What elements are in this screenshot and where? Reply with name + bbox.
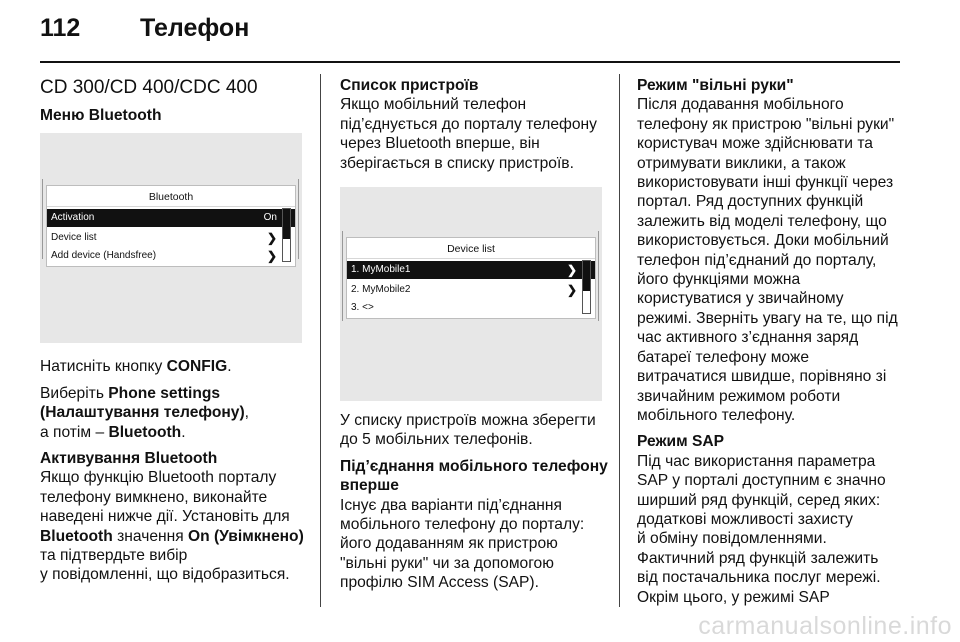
text: мобільного телефону до порталу: [340, 516, 585, 534]
text: залежить від моделі телефону, що [637, 212, 887, 230]
text: Фактичний ряд функцій залежить [637, 549, 879, 567]
text: витрачатися швидше, порівняно зі [637, 368, 887, 386]
menu-row-activation[interactable] [47, 209, 295, 227]
paragraph-config [40, 357, 310, 376]
screen-title: Device list [347, 238, 595, 259]
text: телефону вимкнено, виконайте [40, 488, 268, 506]
text: У списку пристроїв можна зберегти [340, 412, 596, 430]
text: значення [112, 527, 188, 545]
heading-activate-bluetooth: Активування Bluetooth [40, 450, 218, 468]
scrollbar[interactable] [582, 260, 591, 314]
chevron-right-icon: ❯ [566, 283, 577, 298]
menu-row-label: Device list [51, 232, 97, 244]
text: час активного з’єднання заряд [637, 329, 859, 347]
text: батареї телефону може [637, 348, 810, 366]
chevron-right-icon: ❯ [566, 263, 577, 278]
text: Якщо мобільний телефон [340, 96, 527, 114]
photo-left-bracket [342, 231, 343, 321]
paragraph-connection-options [340, 496, 612, 593]
menu-item-bluetooth: Bluetooth [108, 423, 182, 441]
text: додаткові можливості захисту [637, 510, 853, 528]
screen-title: Bluetooth [47, 186, 295, 207]
text: "вільні руки" чи за допомогою [340, 554, 554, 572]
text: Натисніть кнопку [40, 358, 167, 376]
text: наведені нижче дії. Установіть для [40, 508, 290, 526]
watermark: carmanualsonline.info [698, 612, 952, 640]
photo-left-bracket [42, 179, 43, 259]
heading-device-list: Список пристроїв [340, 77, 479, 94]
menu-row-label: Add device (Handsfree) [51, 250, 157, 262]
paragraph-device-limit [340, 411, 612, 450]
text: SAP у порталі доступним є значно [637, 472, 886, 490]
device-row-label: 3. <> [351, 302, 374, 314]
device-row-1[interactable] [347, 261, 595, 279]
device-row-2[interactable] [347, 281, 595, 299]
text: до 5 мобільних телефонів. [340, 431, 533, 449]
photo-right-bracket [598, 231, 599, 321]
heading-handsfree-mode: Режим "вільні руки" [637, 77, 794, 94]
text: телефон під’єднаний до порталу, [637, 251, 877, 269]
column-1 [40, 76, 310, 592]
text: використовувати інші функції через [637, 174, 894, 192]
column-divider-2 [619, 74, 620, 607]
text: користуватися у звичайному [637, 290, 844, 308]
scrollbar[interactable] [282, 208, 291, 262]
bluetooth-menu-screen [46, 185, 296, 267]
text: вперше [340, 477, 399, 495]
text: під’єднується до порталу телефону [340, 115, 597, 133]
text: телефону як пристрою "вільні руки" [637, 115, 895, 133]
text: отримувати виклики, а також [637, 154, 846, 172]
device-row-label: 1. MyMobile1 [351, 264, 411, 276]
device-row-label: 2. MyMobile2 [351, 284, 411, 296]
text: Окрім цього, у режимі SAP [637, 588, 830, 606]
text: звичайним режимом роботи [637, 387, 841, 405]
bluetooth-menu-photo [40, 133, 302, 343]
menu-item-phone-settings: Phone settings [108, 384, 221, 402]
header-rule [40, 61, 900, 63]
text: й обміну повідомленнями. [637, 530, 827, 548]
text: мобільного телефону. [637, 406, 796, 424]
text: його функціями можна [637, 271, 801, 289]
section-title: CD 300/CD 400/CDC 400 [40, 77, 258, 98]
page-number: 112 [40, 14, 81, 42]
text: . [227, 358, 232, 376]
text: , [244, 404, 249, 422]
heading-first-connection [340, 457, 612, 496]
column-divider-1 [320, 74, 321, 607]
text: використовується. Доки мобільний [637, 232, 889, 250]
menu-title: Меню Bluetooth [40, 107, 162, 124]
chevron-right-icon: ❯ [266, 249, 277, 264]
paragraph-sap [637, 452, 907, 607]
scrollbar-thumb[interactable] [283, 209, 290, 239]
text: портал. Ряд доступних функцій [637, 193, 864, 211]
photo-right-bracket [298, 179, 299, 259]
text: режимі. Зверніть увагу на те, що під [637, 309, 898, 327]
setting-on: On (Увімкнено) [188, 527, 304, 545]
text: профілю SIM Access (SAP). [340, 574, 539, 592]
paragraph-device-list [340, 95, 612, 173]
text: через Bluetooth вперше, він [340, 135, 540, 153]
column-3 [637, 76, 907, 614]
text: від постачальника послуг мережі. [637, 569, 881, 587]
text: та підтвердьте вибір [40, 547, 188, 565]
menu-item-phone-settings-ua: (Налаштування телефону) [40, 404, 245, 422]
text: зберігається в списку пристроїв. [340, 154, 574, 172]
page-title: Телефон [140, 14, 250, 42]
text: Під час використання параметра [637, 452, 876, 470]
paragraph-handsfree [637, 95, 907, 425]
text: користувач може здійснювати та [637, 135, 873, 153]
scrollbar-thumb[interactable] [583, 261, 590, 291]
text: Виберіть [40, 384, 109, 402]
text: а потім – [40, 423, 109, 441]
menu-row-add-device[interactable] [47, 247, 295, 265]
text: у повідомленні, що відобразиться. [40, 566, 290, 584]
text: Під’єднання мобільного телефону [340, 457, 608, 475]
paragraph-select [40, 384, 310, 442]
device-row-3[interactable] [347, 299, 595, 317]
chevron-right-icon: ❯ [266, 231, 277, 246]
column-2 [340, 76, 612, 600]
text: його додаванням як пристрою [340, 535, 558, 553]
config-button-label: CONFIG [166, 358, 228, 376]
device-list-photo [340, 187, 602, 401]
text: Якщо функцію Bluetooth порталу [40, 469, 277, 487]
menu-row-value: On [263, 212, 277, 224]
text: . [181, 423, 186, 441]
text: Після додавання мобільного [637, 96, 844, 114]
text: Існує два варіанти під’єднання [340, 496, 562, 514]
menu-row-label: Activation [51, 212, 95, 224]
paragraph-activate [40, 468, 310, 584]
menu-row-device-list[interactable] [47, 229, 295, 247]
setting-bluetooth: Bluetooth [40, 527, 113, 545]
text: ширший ряд функцій, серед яких: [637, 491, 881, 509]
device-list-screen [346, 237, 596, 319]
heading-sap-mode: Режим SAP [637, 433, 725, 451]
